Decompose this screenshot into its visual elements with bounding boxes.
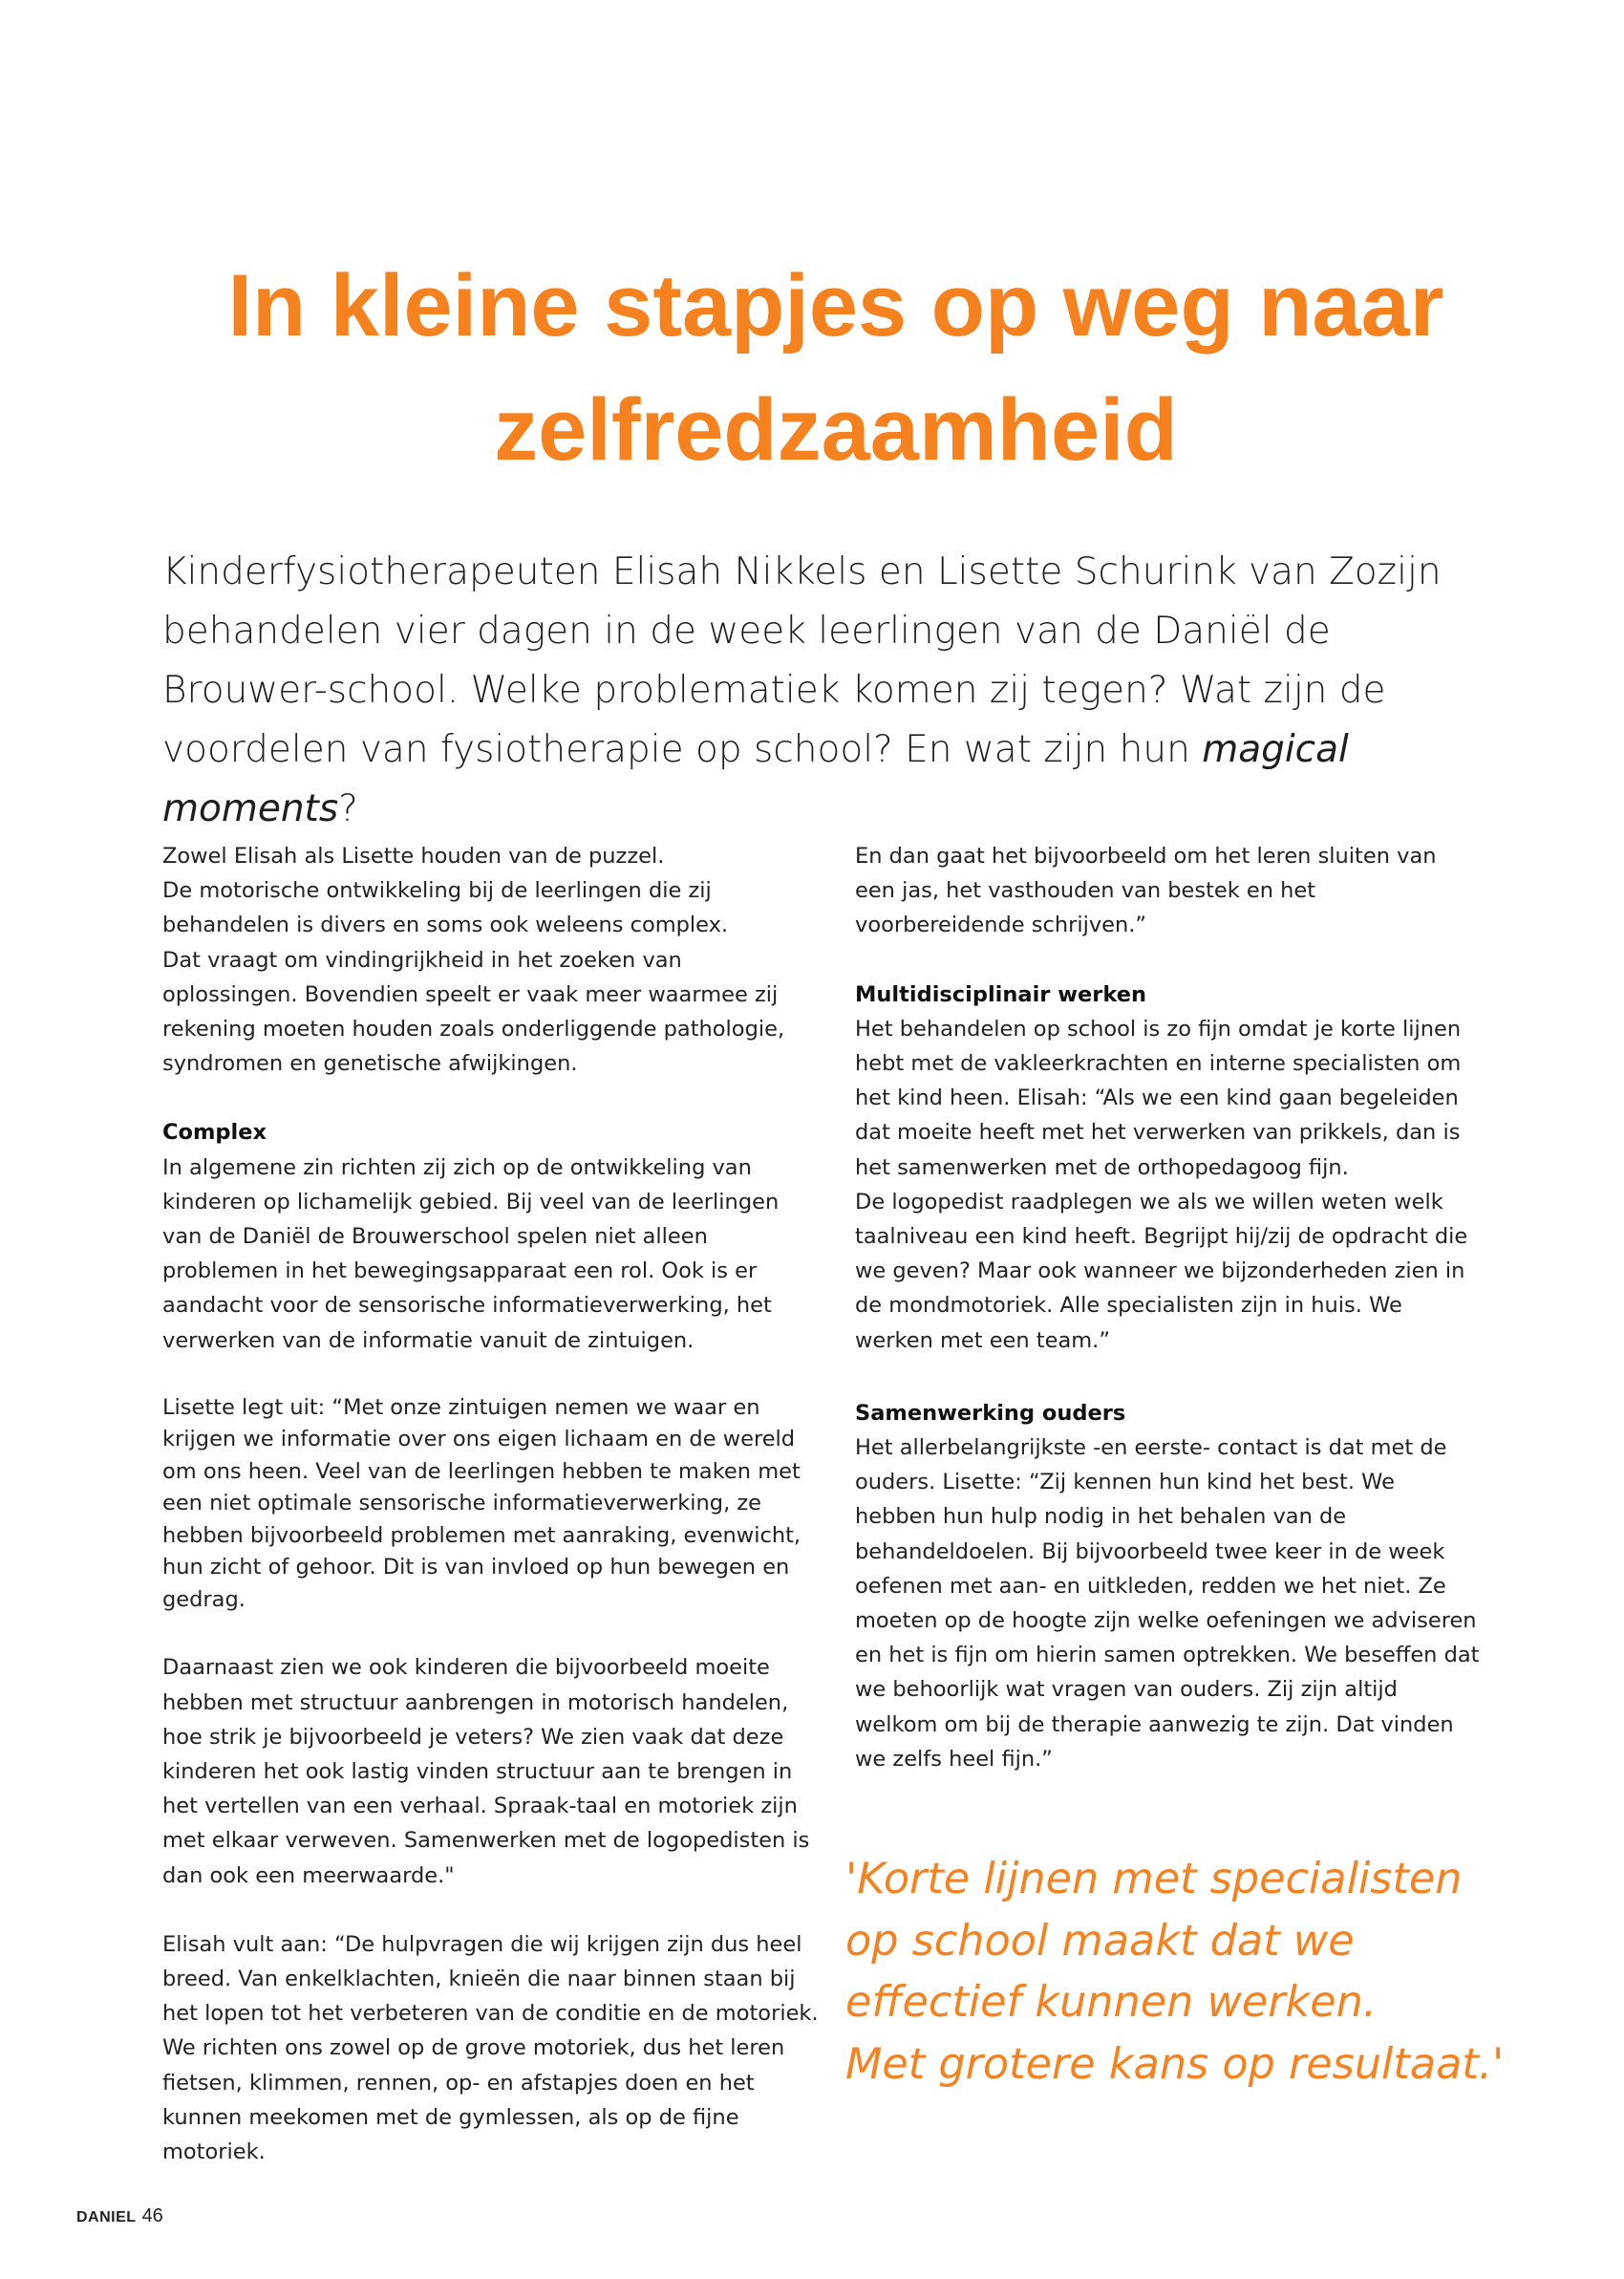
heading-samenwerking-ouders: Samenwerking ouders	[855, 1400, 1126, 1426]
right-column	[855, 839, 1481, 1776]
quote-line-3: effectief kunnen werken.	[845, 1978, 1378, 2027]
intro-emphasis: magical moments	[162, 728, 1349, 830]
heading-multidisciplinair: Multidisciplinair werken	[855, 981, 1147, 1007]
right-paragraph-1: En dan gaat het bijvoorbeeld om het leren sluiten van een jas, het vasthouden van bestek en het voorbereidende schrijven.”	[855, 844, 1437, 938]
left-paragraph-5: Elisah vult aan: “De hulpvragen die wij krijgen zijn dus heel breed. Van enkelklachten, knieën die naar binnen staan bij het lopen tot het verbeteren van de conditie en de motoriek. We richten ons zowel op de grove motoriek, dus het leren fietsen, klimmen, rennen, op- en afstapjes doen en het kunnen meekomen met de gymlessen, als op de fijne motoriek.	[162, 1931, 819, 2164]
title-line-1: In kleine stapjes op weg naar	[227, 257, 1444, 355]
article-title	[96, 244, 1576, 492]
intro-text: Kinderfysiotherapeuten Elisah Nikkels en Lisette Schurink van Zozijn behandelen vier dagen in de week leerlingen van de Daniël de Brouwer-school. Welke problematiek komen zij tegen? Wat zijn de voordelen van fysiotherapie op school? En wat zijn hun	[162, 550, 1442, 771]
magazine-brand: DANIEL	[76, 2209, 137, 2225]
left-column	[162, 839, 822, 2169]
right-paragraph-2: Het behandelen op school is zo fijn omdat je korte lijnen hebt met de vakleerkrachten en interne specialisten om het kind heen. Elisah: “Als we een kind gaan begeleiden dat moeite heeft met het verwerken van prikkels, dan is het samenwerken met de orthopedagoog fijn. De logopedist raadplegen we als we willen weten welk taalniveau een kind heeft. Begrijpt hij/zij de opdracht die we geven? Maar ook wanneer we bijzonderheden zien in de mondmotoriek. Alle specialisten zijn in huis. We werken met een team.”	[855, 1016, 1468, 1353]
right-paragraph-3: Het allerbelangrijkste -en eerste- contact is dat met de ouders. Lisette: “Zij kennen hun kind het best. We hebben hun hulp nodig in het behalen van de behandeldoelen. Bij bijvoorbeeld twee keer in de week oefenen met aan- en uitkleden, redden we het niet. Ze moeten op de hoogte zijn welke oefeningen we adviseren en het is fijn om hierin samen optrekken. We beseffen dat we behoorlijk wat vragen van ouders. Zij zijn altijd welkom om bij de therapie aanwezig te zijn. Dat vinden we zelfs heel fijn.”	[855, 1435, 1480, 1772]
intro-end: ?	[338, 787, 358, 830]
quote-line-1: 'Korte lijnen met specialisten	[845, 1855, 1463, 1903]
left-paragraph-4: Daarnaast zien we ook kinderen die bijvoorbeeld moeite hebben met structuur aanbrengen in motorisch handelen, hoe strik je bijvoorbeeld je veters? We zien vaak dat deze kinderen het ook lastig vinden structuur aan te brengen in het vertellen van een verhaal. Spraak-taal en motoriek zijn met elkaar verweven. Samenwerken met de logopedisten is dan ook een meerwaarde."	[162, 1655, 810, 1888]
pull-quote	[845, 1849, 1533, 2096]
intro-lead	[162, 543, 1471, 839]
page-number: 46	[141, 2205, 163, 2226]
title-line-2: zelfredzaamheid	[494, 381, 1178, 479]
left-paragraph-3: Lisette legt uit: “Met onze zintuigen nemen we waar en krijgen we informatie over ons eigen lichaam en de wereld om ons heen. Veel van de leerlingen hebben te maken met een niet optimale sensorische informatieverwerking, ze hebben bijvoorbeeld problemen met aanraking, evenwicht, hun zicht of gehoor. Dit is van invloed op hun bewegen en gedrag.	[162, 1394, 801, 1612]
heading-complex: Complex	[162, 1120, 267, 1146]
left-paragraph-2: In algemene zin richten zij zich op de ontwikkeling van kinderen op lichamelijk gebied. Bij veel van de leerlingen van de Daniël de Brouwerschool spelen niet alleen problemen in het bewegingsapparaat een rol. Ook is er aandacht voor de sensorische informatieverwerking, het verwerken van de informatie vanuit de zintuigen.	[162, 1154, 780, 1353]
quote-line-4: Met grotere kans op resultaat.'	[845, 2039, 1505, 2089]
page-footer	[76, 2205, 163, 2227]
left-paragraph-1: Zowel Elisah als Lisette houden van de puzzel. De motorische ontwikkeling bij de leerlingen die zij behandelen is divers en soms ook weleens complex. Dat vraagt om vindingrijkheid in het zoeken van oplossingen. Bovendien speelt er vaak meer waarmee zij rekening moeten houden zoals onderliggende pathologie, syndromen en genetische afwijkingen.	[162, 844, 785, 1077]
quote-line-2: op school maakt dat we	[845, 1916, 1355, 1966]
